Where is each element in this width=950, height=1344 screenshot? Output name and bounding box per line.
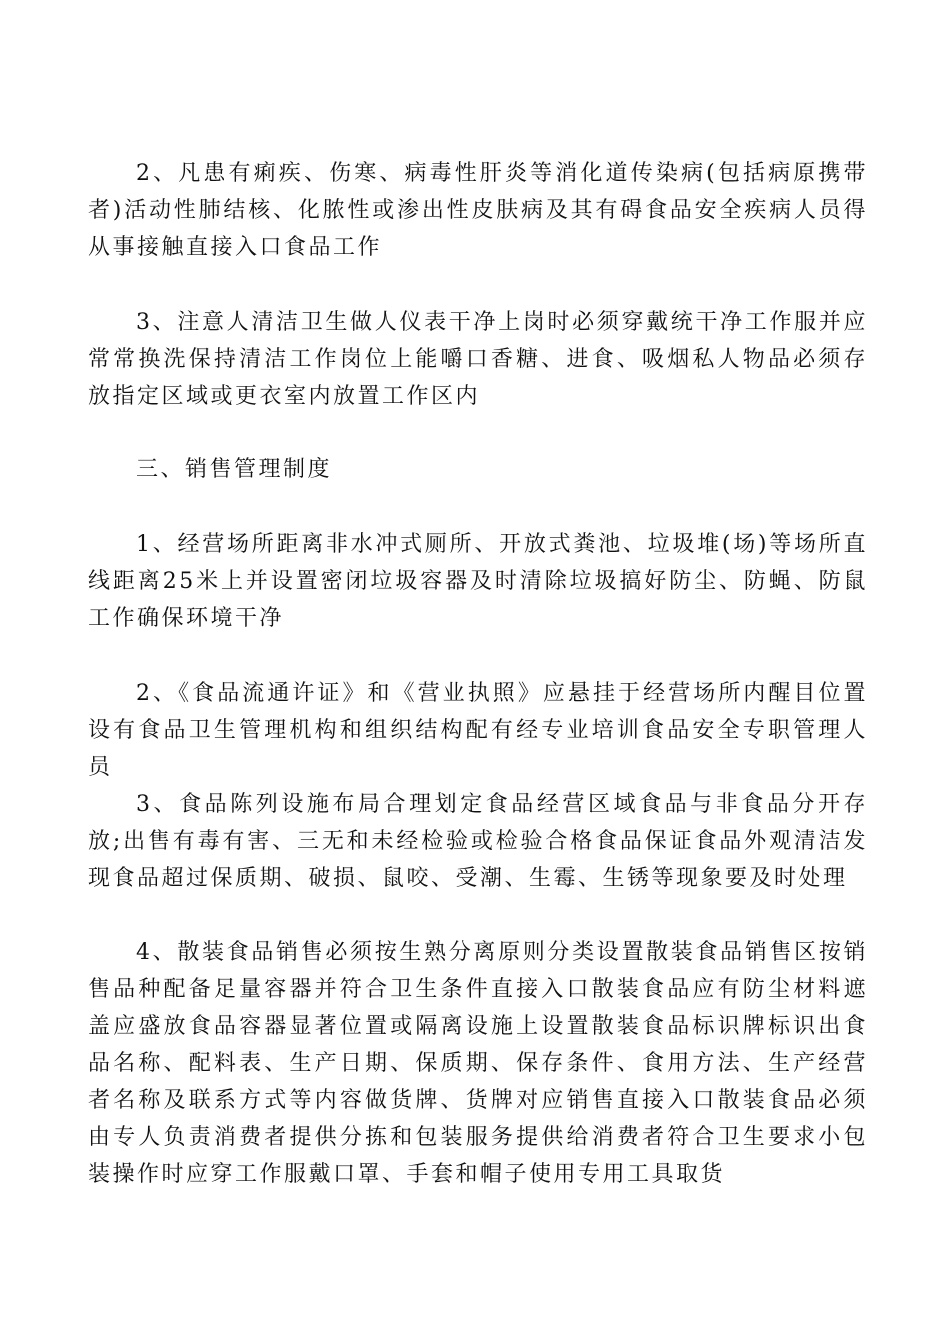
paragraph-item-2-disease: 2、凡患有痢疾、伤寒、病毒性肝炎等消化道传染病(包括病原携带者)活动性肺结核、化脓性或渗出性皮肤病及其有碍食品安全疾病人员得从事接触直接入口食品工作 [88,161,868,260]
paragraph-sales-item-4: 4、散装食品销售必须按生熟分离原则分类设置散装食品销售区按销售品种配备足量容器并符合卫生条件直接入口散装食品应有防尘材料遮盖应盛放食品容器显著位置或隔离设施上设置散装食品标识牌标识出食品名称、配料表、生产日期、保质期、保存条件、食用方法、生产经营者名称及联系方式等内容做货牌、货牌对应销售直接入口散装食品必须由专人负责消费者提供分拣和包装服务提供给消费者符合卫生要求小包装操作时应穿工作服戴口罩、手套和帽子使用专用工具取货 [88,940,868,1187]
paragraph-sales-item-3: 3、食品陈列设施布局合理划定食品经营区域食品与非食品分开存放;出售有毒有害、三无和未经检验或检验合格食品保证食品外观清洁发现食品超过保质期、破损、鼠咬、受潮、生霉、生锈等现象要及时处理 [88,792,868,891]
section-heading-sales-management: 三、销售管理制度 [136,457,333,482]
paragraph-sales-item-2: 2、《食品流通许证》和《营业执照》应悬挂于经营场所内醒目位置设有食品卫生管理机构和组织结构配有经专业培训食品安全专职管理人员 [88,681,868,780]
paragraph-sales-item-1: 1、经营场所距离非水冲式厕所、开放式粪池、垃圾堆(场)等场所直线距离25米上并设置密闭垃圾容器及时清除垃圾搞好防尘、防蝇、防鼠工作确保环境干净 [88,532,868,631]
paragraph-item-3-hygiene: 3、注意人清洁卫生做人仪表干净上岗时必须穿戴统干净工作服并应常常换洗保持清洁工作岗位上能嚼口香糖、进食、吸烟私人物品必须存放指定区域或更衣室内放置工作区内 [88,310,868,409]
